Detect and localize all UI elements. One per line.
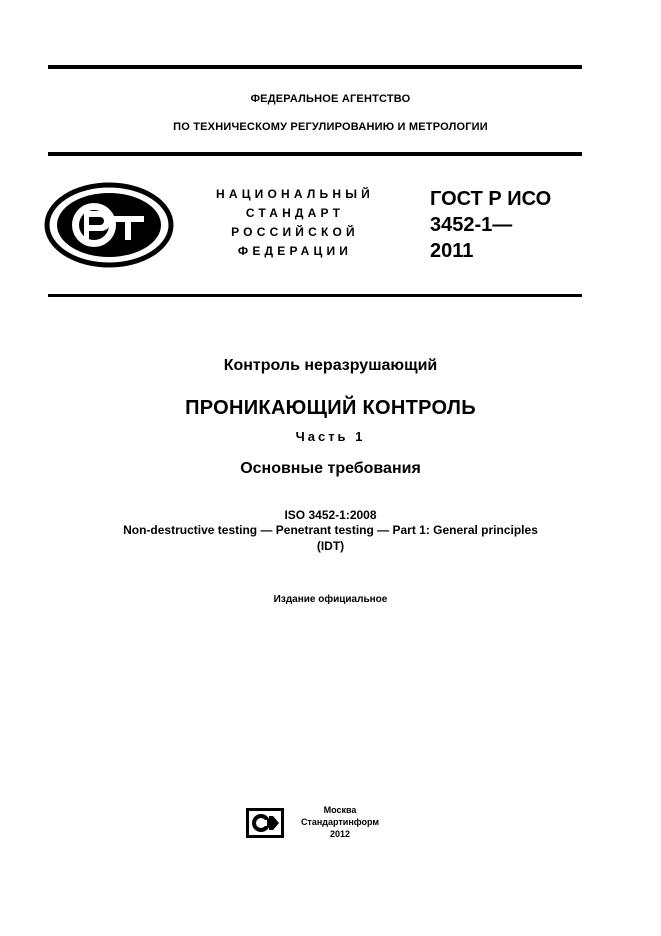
national-line-2: СТАНДАРТ <box>245 206 345 220</box>
publisher-year: 2012 <box>329 829 351 839</box>
part-label: Часть 1 <box>295 429 366 444</box>
national-line-4: ФЕДЕРАЦИИ <box>237 244 353 258</box>
gost-designation-line-1: ГОСТ Р ИСО <box>430 188 552 210</box>
publisher-name: Стандартинформ <box>300 817 380 827</box>
bottom-rule <box>48 294 582 297</box>
national-line-1: НАЦИОНАЛЬНЫЙ <box>215 187 375 201</box>
standartinform-logo-icon <box>245 807 285 839</box>
national-line-3: РОССИЙСКОЙ <box>231 225 359 239</box>
title-line-1: Контроль неразрушающий <box>223 357 438 374</box>
title-line-2: ПРОНИКАЮЩИЙ КОНТРОЛЬ <box>185 397 476 419</box>
iso-english-title: Non-destructive testing — Penetrant testing — Part 1: General principles <box>123 523 538 537</box>
edition-label: Издание официальное <box>273 594 388 605</box>
iso-code: ISO 3452-1:2008 <box>284 508 377 522</box>
subtitle: Основные требования <box>240 460 421 477</box>
agency-line-2: ПО ТЕХНИЧЕСКОМУ РЕГУЛИРОВАНИЮ И МЕТРОЛОГИИ <box>173 121 488 133</box>
publisher-city: Москва <box>323 805 357 815</box>
gost-designation-line-2: 3452-1— <box>430 214 513 236</box>
gost-designation-line-3: 2011 <box>430 240 474 262</box>
rst-logo-icon <box>44 182 174 268</box>
middle-rule <box>48 152 582 156</box>
top-rule <box>48 65 582 69</box>
iso-idt: (IDT) <box>316 539 345 553</box>
agency-line-1: ФЕДЕРАЛЬНОЕ АГЕНТСТВО <box>250 93 411 105</box>
